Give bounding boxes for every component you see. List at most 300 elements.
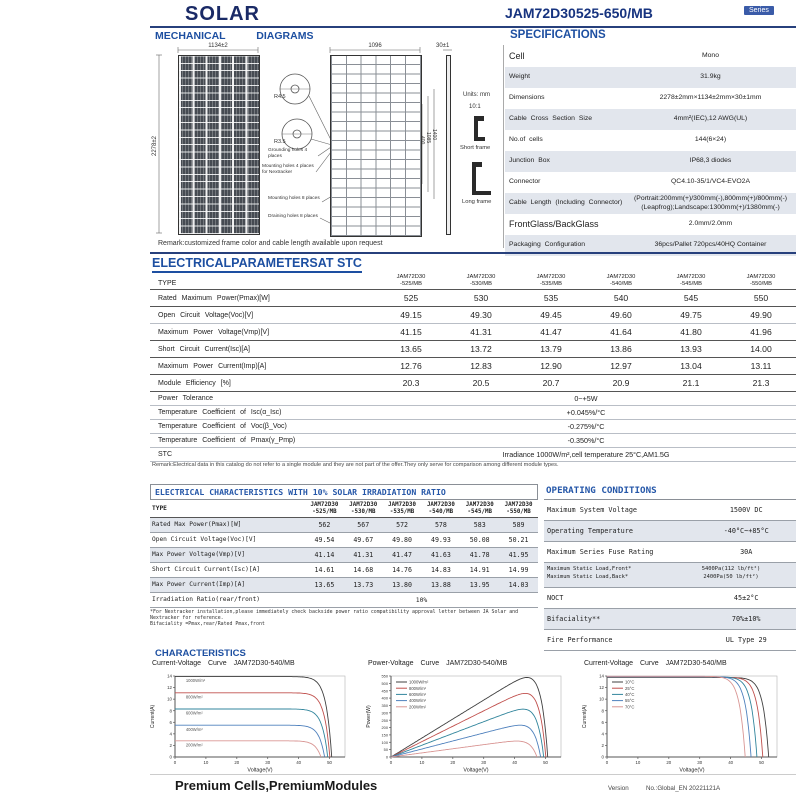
row-label: Maximum Static Load,Back*	[547, 574, 629, 581]
section-title-stc: ELECTRICALPARAMETERSAT STC	[152, 256, 362, 273]
irradiation-footnotes	[150, 609, 538, 627]
spec-row-value: 4mm²(IEC),12 AWG(UL)	[673, 115, 748, 123]
cell-value: 41.80	[680, 327, 702, 338]
cell-value: 525	[403, 293, 419, 304]
row-value: 70%±10%	[731, 614, 761, 623]
cell-value: 41.15	[400, 327, 422, 338]
svg-text:14: 14	[167, 673, 172, 679]
cell-value: 13.86	[610, 344, 632, 355]
svg-text:8: 8	[169, 708, 172, 714]
svg-text:450: 450	[381, 688, 388, 694]
spec-row	[505, 46, 796, 67]
svg-text:1000W/m²: 1000W/m²	[409, 679, 429, 685]
svg-text:Current(A): Current(A)	[582, 704, 588, 729]
svg-text:200W/m²: 200W/m²	[409, 704, 426, 710]
svg-text:200W/m²: 200W/m²	[185, 742, 203, 748]
model-header: JAM72D30 -545/MB	[676, 274, 706, 287]
cell-value: 41.31	[470, 327, 492, 338]
module-front-view	[178, 55, 260, 235]
cell-value: 20.5	[472, 378, 490, 389]
svg-text:Current(A): Current(A)	[150, 704, 156, 729]
cell-value: 578	[434, 520, 447, 529]
cell-value: 535	[543, 293, 559, 304]
row-label: Maximum Static Load,Front*	[547, 566, 632, 572]
svg-text:Power(W): Power(W)	[366, 705, 372, 728]
row-value: 45±2°C	[733, 593, 759, 602]
cell-value: 550	[753, 293, 769, 304]
module-back-view	[330, 55, 425, 237]
cell-value: 13.95	[469, 580, 490, 589]
row-label: NOCT	[547, 593, 564, 602]
model-header: JAM72D30 -530/MB	[349, 502, 378, 515]
cell-value: 13.04	[680, 361, 702, 372]
row-label: Open Circuit Voltage(Voc)[V]	[152, 536, 257, 543]
cell-value: 572	[396, 520, 409, 529]
section-title-irradiation: ELECTRICAL CHARACTERISTICS WITH 10% SOLAR IRRADIATION RATIO	[150, 484, 538, 500]
svg-text:800W/m²: 800W/m²	[409, 685, 426, 691]
svg-text:50: 50	[383, 747, 388, 753]
cell-value: 41.78	[469, 550, 490, 559]
cell-value: 21.1	[682, 378, 700, 389]
cell-value: 14.99	[508, 565, 529, 574]
model-header: JAM72D30 -530/MB	[466, 274, 496, 287]
series-badge: Series	[744, 6, 774, 15]
svg-text:12: 12	[599, 685, 604, 691]
type-label: TYPE	[158, 280, 177, 288]
row-label: Fire Performance	[547, 635, 613, 644]
cell-value: 41.63	[430, 550, 451, 559]
spec-row-value: 2.0mm/2.0mm	[688, 220, 733, 228]
cell-value: 540	[613, 293, 629, 304]
svg-text:4: 4	[169, 731, 172, 737]
row-value: -0.350%/°C	[567, 436, 605, 446]
cell-value: 14.03	[508, 580, 529, 589]
svg-text:400W/m²: 400W/m²	[409, 698, 426, 704]
row-value: 5400Pa(112 lb/ft²)	[701, 566, 761, 572]
cell-value: 12.83	[470, 361, 492, 372]
svg-text:40°C: 40°C	[625, 692, 635, 697]
cell-value: 49.75	[680, 310, 702, 321]
label-short-frame: Short frame	[460, 145, 491, 151]
dim-1400: 1400	[431, 129, 437, 141]
cell-value: 562	[318, 520, 331, 529]
spec-row-value: Mono	[701, 52, 719, 60]
table-row	[150, 358, 796, 375]
spec-rows	[505, 46, 796, 256]
spec-row-value: 36pcs/Pallet 720pcs/40HQ Container	[654, 241, 767, 249]
svg-text:0: 0	[605, 760, 609, 765]
row-label: Maximum Power Current(Imp)[A]	[158, 362, 267, 370]
cell-value: 14.91	[469, 565, 490, 574]
cell-value: 13.11	[750, 361, 772, 372]
svg-text:500: 500	[381, 680, 388, 686]
cell-value: 20.7	[542, 378, 560, 389]
row-label: Maximum System Voltage	[547, 505, 638, 514]
row-label: Short Circuit Current(Isc)[A]	[152, 566, 261, 573]
svg-text:10: 10	[419, 760, 425, 765]
row-value: 10%	[415, 595, 428, 604]
table-row	[150, 307, 796, 324]
row-label: Maximum Series Fuse Rating	[547, 547, 654, 556]
cell-value: 545	[683, 293, 699, 304]
svg-text:20: 20	[234, 760, 240, 765]
svg-text:6: 6	[169, 719, 172, 725]
stc-divider	[150, 252, 796, 254]
svg-text:50: 50	[759, 760, 764, 765]
row-label: Max Power Current(Imp)[A]	[152, 581, 246, 588]
cell-value: 20.9	[612, 378, 630, 389]
table-row	[150, 532, 538, 547]
version-label: Version	[608, 785, 629, 792]
table-row	[150, 420, 796, 434]
cell-value: 49.30	[470, 310, 492, 321]
svg-text:Voltage(V): Voltage(V)	[679, 767, 705, 774]
svg-text:50: 50	[543, 760, 548, 765]
svg-text:800W/m²: 800W/m²	[185, 694, 203, 700]
row-value: -0.275%/°C	[567, 422, 605, 432]
spec-row	[505, 214, 796, 235]
model-header: JAM72D30 -535/MB	[388, 502, 417, 515]
cell-value: 14.76	[392, 565, 412, 574]
spec-row-label: Cable Cross Section Size	[509, 115, 593, 123]
cell-value: 530	[473, 293, 489, 304]
short-frame-cross-section-icon	[474, 116, 485, 141]
iv-curve-chart	[148, 671, 353, 774]
table-row	[150, 406, 796, 420]
cell-value: 14.61	[314, 565, 335, 574]
charts-row	[148, 660, 798, 779]
label-units: Units: mm	[463, 92, 490, 98]
cell-value: 41.31	[353, 550, 374, 559]
header-divider	[150, 26, 796, 28]
dim-r35: R3.5	[274, 139, 286, 145]
cell-value: 41.64	[610, 327, 632, 338]
type-label: TYPE	[152, 505, 167, 513]
cell-value: 20.3	[402, 378, 420, 389]
spec-row-label: Dimensions	[509, 94, 545, 102]
svg-text:600W/m²: 600W/m²	[185, 710, 203, 716]
chart-block	[364, 660, 576, 779]
row-label: Bifaciality**	[547, 614, 601, 623]
svg-text:4: 4	[601, 731, 604, 737]
model-header: JAM72D30 -525/MB	[310, 502, 339, 515]
svg-text:2: 2	[601, 743, 604, 749]
chart-title: Current-Voltage Curve JAM72D30-540/MB	[584, 660, 727, 667]
module-side-view	[446, 55, 451, 235]
cell-value: 14.83	[430, 565, 451, 574]
row-label: STC	[158, 451, 172, 459]
spec-row-label: Weight	[509, 73, 531, 81]
model-header: JAM72D30 -525/MB	[396, 274, 426, 287]
cell-value: 13.93	[680, 344, 702, 355]
spec-row-value: 2278±2mm×1134±2mm×30±1mm	[659, 94, 762, 102]
svg-text:30: 30	[697, 760, 703, 765]
cell-value: 13.79	[540, 344, 562, 355]
row-value: 2400Pa(50 lb/ft²)	[703, 574, 759, 581]
row-value: 30A	[740, 547, 753, 556]
svg-text:40: 40	[296, 760, 302, 765]
row-label: Rated Maximum Power(Pmax)[W]	[158, 294, 270, 302]
svg-text:350: 350	[381, 703, 388, 709]
svg-text:0: 0	[385, 754, 388, 760]
irradiation-table	[150, 501, 538, 608]
dim-width: 1134±2	[208, 43, 228, 49]
stc-table	[150, 274, 796, 462]
svg-text:600W/m²: 600W/m²	[409, 692, 426, 697]
svg-text:6: 6	[601, 719, 604, 725]
cell-value: 14.00	[750, 344, 772, 355]
cell-value: 13.65	[314, 580, 335, 589]
page-title-model: JAM72D30525-650/MB	[505, 5, 653, 21]
svg-text:40: 40	[728, 760, 734, 765]
row-label: Maximum Power Voltage(Vmp)[V]	[158, 328, 270, 336]
table-row	[150, 562, 538, 577]
row-label: Temperature Coefficient of Isc(α_Isc)	[158, 409, 282, 417]
mechanical-diagram	[150, 44, 505, 249]
spec-row-label: Connector	[509, 178, 541, 186]
svg-text:10: 10	[203, 760, 209, 765]
svg-text:300: 300	[381, 710, 388, 716]
dim-height: 2278±2	[152, 136, 158, 156]
spec-row-value: QC4.10-35/1/VC4-EVO2A	[671, 178, 750, 186]
cell-value: 49.90	[750, 310, 772, 321]
model-header: JAM72D30 -540/MB	[426, 502, 455, 515]
section-title-specifications: SPECIFICATIONS	[510, 29, 606, 41]
cell-value: 567	[357, 520, 370, 529]
pv-curve-chart	[364, 671, 569, 774]
svg-text:0: 0	[389, 760, 393, 765]
svg-text:10°C: 10°C	[625, 679, 635, 685]
table-row	[150, 341, 796, 358]
operating-row	[544, 500, 796, 521]
dim-1085: 1085	[425, 132, 431, 144]
model-header: JAM72D30 -545/MB	[465, 502, 494, 515]
row-label: Operating Temperature	[547, 526, 633, 535]
cell-value: 49.93	[430, 535, 451, 544]
cell-value: 41.47	[392, 550, 412, 559]
spec-row	[505, 151, 796, 172]
svg-text:10: 10	[635, 760, 641, 765]
label-grounding-holes: Grounding holes 4 places	[268, 148, 308, 159]
row-label: Max Power Voltage(Vmp)[V]	[152, 551, 246, 558]
table-row	[150, 392, 796, 406]
chart-title: Power-Voltage Curve JAM72D30-540/MB	[368, 660, 508, 667]
svg-text:150: 150	[381, 732, 388, 738]
model-header: JAM72D30 -535/MB	[536, 274, 566, 287]
cell-value: 13.80	[392, 580, 412, 589]
svg-text:Voltage(V): Voltage(V)	[247, 767, 273, 774]
label-mounting-holes-8: Mounting holes 8 places	[268, 196, 320, 201]
cell-value: 12.97	[610, 361, 632, 372]
svg-text:12: 12	[167, 685, 172, 691]
row-label: Rated Max Power(Pmax)[W]	[152, 521, 242, 528]
chart-title: Current-Voltage Curve JAM72D30-540/MB	[152, 660, 295, 667]
svg-text:400: 400	[381, 695, 388, 701]
iv-curve-chart	[580, 671, 785, 774]
table-header-row	[150, 501, 538, 517]
irradiation-section	[150, 484, 538, 627]
table-row	[150, 434, 796, 448]
version-value: No.:Global_EN 20221121A	[646, 785, 721, 792]
cell-value: 49.54	[314, 535, 335, 544]
svg-text:55°C: 55°C	[625, 698, 635, 704]
row-label: Irradiation Ratio(rear/front)	[152, 596, 261, 603]
cell-value: 13.65	[400, 344, 422, 355]
spec-row-label: No.of cells	[509, 136, 543, 144]
cell-value: 50.21	[508, 535, 529, 544]
model-header: JAM72D30 -540/MB	[606, 274, 636, 287]
cell-value: 13.73	[353, 580, 374, 589]
spec-row	[505, 67, 796, 88]
operating-row	[544, 521, 796, 542]
svg-text:14: 14	[599, 673, 604, 679]
cell-value: 49.15	[400, 310, 422, 321]
svg-text:10: 10	[167, 696, 172, 702]
svg-text:Voltage(V): Voltage(V)	[463, 767, 489, 774]
mounting-hole-detail-icon	[280, 74, 312, 149]
spec-row	[505, 109, 796, 130]
brand-logo-text: SOLAR	[185, 3, 260, 25]
spec-row	[505, 88, 796, 109]
svg-text:70°C: 70°C	[625, 704, 635, 710]
section-title-characteristics: CHARACTERISTICS	[155, 648, 246, 659]
operating-rows	[544, 500, 796, 651]
table-row	[150, 592, 538, 607]
spec-row-label: FrontGlass/BackGlass	[509, 219, 599, 230]
dim-r45: R4.5	[274, 94, 286, 100]
spec-row	[505, 172, 796, 193]
operating-row	[544, 563, 796, 588]
spec-row-value: 144(6×24)	[694, 136, 727, 144]
svg-text:20: 20	[450, 760, 456, 765]
label-draining-holes: Draining holes 8 places	[268, 214, 318, 219]
chart-block	[148, 660, 360, 779]
row-value: 1500V DC	[729, 505, 763, 514]
cell-value: 41.47	[540, 327, 562, 338]
long-frame-cross-section-icon	[472, 162, 491, 195]
table-header-row	[150, 274, 796, 290]
footnote-line: *For Nextracker installation,please immediately check backside power ratio compatibility approval letter between JA Solar and Nextracker for reference.	[150, 608, 519, 621]
table-row	[150, 324, 796, 341]
cell-value: 49.45	[540, 310, 562, 321]
operating-row	[544, 609, 796, 630]
table-row	[150, 375, 796, 392]
svg-text:0: 0	[169, 754, 172, 760]
cell-value: 13.88	[430, 580, 451, 589]
row-value: 0~+5W	[574, 394, 598, 404]
model-header: JAM72D30 -550/MB	[746, 274, 776, 287]
section-title-mechanical: MECHANICAL DIAGRAMS	[155, 30, 314, 42]
dim-400: 400	[419, 136, 425, 145]
svg-text:400W/m²: 400W/m²	[185, 726, 203, 732]
svg-text:20: 20	[666, 760, 672, 765]
chart-block	[580, 660, 792, 779]
row-value: +0.045%/°C	[566, 408, 606, 418]
table-row	[150, 448, 796, 462]
spec-row	[505, 193, 796, 214]
cell-value: 49.80	[392, 535, 412, 544]
cell-value: 49.60	[610, 310, 632, 321]
spec-row-label: Cell	[509, 51, 525, 62]
table-row	[150, 290, 796, 307]
spec-row-label: Junction Box	[509, 157, 550, 165]
svg-text:550: 550	[381, 673, 388, 679]
cell-value: 13.72	[470, 344, 492, 355]
footer-divider	[150, 774, 796, 775]
row-label: Module Efficiency [%]	[158, 379, 231, 387]
row-label: Open Circuit Voltage(Voc)[V]	[158, 311, 254, 319]
stc-table-wrap	[150, 274, 796, 462]
label-mounting-holes-4: Mounting holes 4 places for Nextracker	[262, 164, 314, 175]
dim-back-width: 1096	[368, 43, 382, 49]
label-long-frame: Long frame	[462, 199, 492, 205]
svg-text:40: 40	[512, 760, 518, 765]
cell-value: 21.3	[752, 378, 770, 389]
row-label: Power Tolerance	[158, 395, 214, 403]
row-value: UL Type 29	[725, 635, 767, 644]
row-label: Short Circuit Current(Isc)[A]	[158, 345, 250, 353]
svg-text:25°C: 25°C	[625, 685, 635, 691]
operating-row	[544, 630, 796, 651]
stc-remark: Remark:Electrical data in this catalog do not refer to a single module and they are not part of the offer.They only serve for comparison among different module types.	[152, 462, 559, 468]
footnote-line: Bifaciality =Pmax,rear/Rated Pmax,front	[150, 620, 265, 627]
cell-value: 50.08	[469, 535, 490, 544]
spec-row-value: 31.9kg	[700, 73, 721, 81]
row-label: Temperature Coefficient of Pmax(γ_Pmp)	[158, 437, 296, 445]
svg-text:2: 2	[169, 743, 172, 749]
spec-row-label: Packaging Configuration	[509, 241, 586, 249]
cell-value: 41.14	[314, 550, 335, 559]
operating-conditions-section	[544, 484, 796, 651]
cell-value: 583	[473, 520, 486, 529]
svg-text:200: 200	[381, 725, 388, 731]
cell-value: 49.67	[353, 535, 374, 544]
svg-text:30: 30	[265, 760, 271, 765]
cell-value: 41.95	[508, 550, 529, 559]
cell-value: 41.96	[750, 327, 772, 338]
row-value: Irradiance 1000W/m²,cell temperature 25°C,AM1.5G	[502, 450, 670, 460]
cell-value: 14.68	[353, 565, 374, 574]
operating-row	[544, 588, 796, 609]
cell-value: 589	[512, 520, 525, 529]
row-value: -40°C~+85°C	[723, 526, 769, 535]
svg-text:50: 50	[327, 760, 332, 765]
table-row	[150, 517, 538, 532]
spec-row	[505, 130, 796, 151]
table-row	[150, 547, 538, 562]
cell-value: 12.76	[400, 361, 422, 372]
cell-value: 12.90	[540, 361, 562, 372]
spec-row-value: (Portrait:200mm(+)/300mm(-),800mm(+)/800mm(-)(Leapfrog);Landscape:1300mm(+)/1380mm(-)	[634, 195, 787, 211]
svg-text:1000W/m²: 1000W/m²	[185, 678, 206, 684]
svg-text:0: 0	[601, 754, 604, 760]
footer-tagline: Premium Cells,PremiumModules	[175, 778, 378, 793]
label-scale: 10:1	[469, 104, 481, 110]
svg-text:8: 8	[601, 708, 604, 714]
dim-thickness: 30±1	[436, 43, 450, 49]
svg-text:250: 250	[381, 717, 388, 723]
svg-text:10: 10	[599, 696, 604, 702]
svg-text:100: 100	[381, 739, 388, 745]
svg-text:0: 0	[173, 760, 177, 765]
model-header: JAM72D30 -550/MB	[504, 502, 533, 515]
spec-row-value: IP68,3 diodes	[689, 157, 732, 165]
section-title-operating: OPERATING CONDITIONS	[544, 484, 796, 500]
row-label: Temperature Coefficient of Voc(β_Voc)	[158, 423, 287, 431]
spec-row-label: Cable Length (Including Connector)	[509, 199, 623, 207]
svg-text:30: 30	[481, 760, 487, 765]
operating-row	[544, 542, 796, 563]
